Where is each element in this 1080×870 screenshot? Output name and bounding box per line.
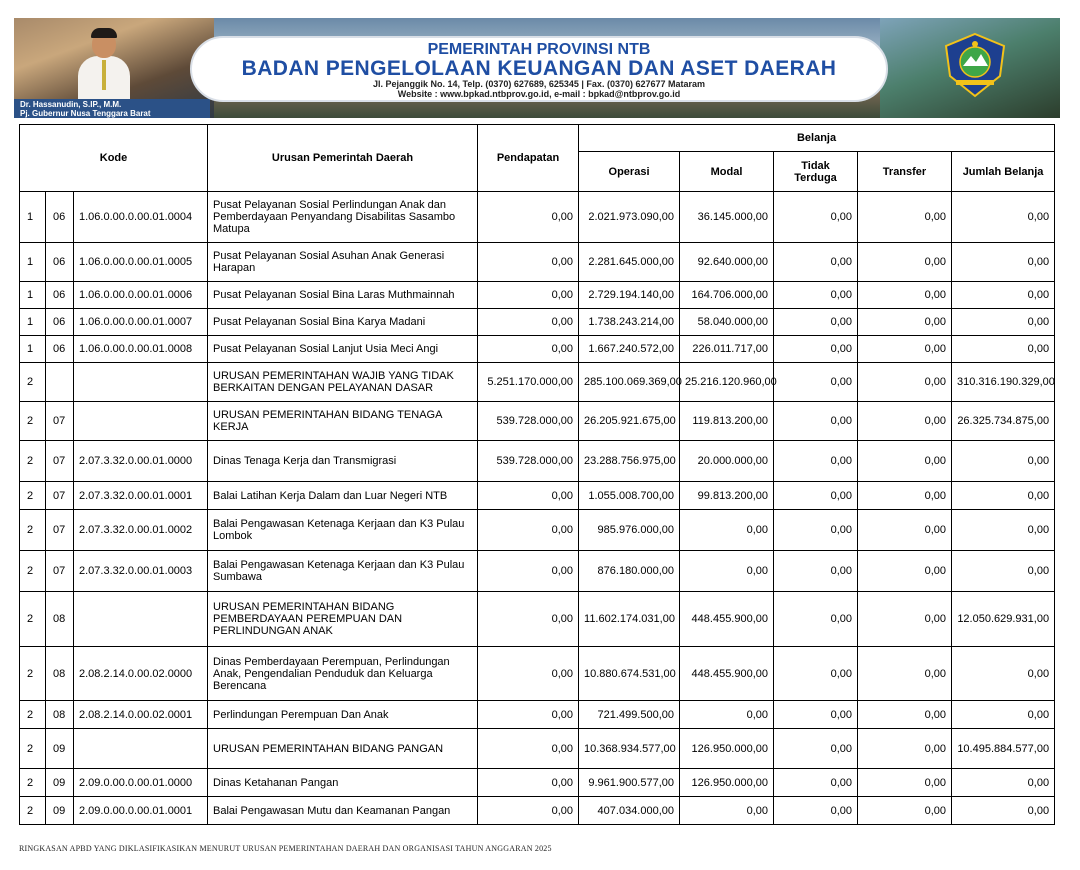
row-transfer: 0,00 xyxy=(858,701,952,729)
row-tidak-terduga: 0,00 xyxy=(774,402,858,441)
row-level-1: 2 xyxy=(20,592,46,647)
row-jumlah-belanja: 12.050.629.931,00 xyxy=(952,592,1055,647)
row-pendapatan: 0,00 xyxy=(478,192,579,243)
row-jumlah-belanja: 310.316.190.329,00 xyxy=(952,363,1055,402)
row-kode: 2.09.0.00.0.00.01.0000 xyxy=(74,769,208,797)
row-tidak-terduga: 0,00 xyxy=(774,336,858,363)
row-jumlah-belanja: 0,00 xyxy=(952,551,1055,592)
row-modal: 0,00 xyxy=(680,551,774,592)
document-footer: RINGKASAN APBD YANG DIKLASIFIKASIKAN MENURUT URUSAN PEMERINTAHAN DAERAH DAN ORGANISASI TAHUN ANGGARAN 2025 xyxy=(19,844,552,853)
row-tidak-terduga: 0,00 xyxy=(774,282,858,309)
row-kode xyxy=(74,363,208,402)
row-urusan: Dinas Pemberdayaan Perempuan, Perlindungan Anak, Pengendalian Penduduk dan Keluarga Berencana xyxy=(208,647,478,701)
header-modal: Modal xyxy=(680,152,774,192)
row-tidak-terduga: 0,00 xyxy=(774,510,858,551)
row-modal: 20.000.000,00 xyxy=(680,441,774,482)
row-modal: 448.455.900,00 xyxy=(680,592,774,647)
row-kode: 2.07.3.32.0.00.01.0000 xyxy=(74,441,208,482)
row-level-2: 06 xyxy=(46,309,74,336)
row-modal: 25.216.120.960,00 xyxy=(680,363,774,402)
agency-website: Website : www.bpkad.ntbprov.go.id, e-mail : bpkad@ntbprov.go.id xyxy=(397,89,681,99)
row-level-1: 1 xyxy=(20,192,46,243)
row-modal: 36.145.000,00 xyxy=(680,192,774,243)
row-transfer: 0,00 xyxy=(858,336,952,363)
row-level-1: 2 xyxy=(20,797,46,825)
row-operasi: 23.288.756.975,00 xyxy=(579,441,680,482)
row-modal: 0,00 xyxy=(680,701,774,729)
row-tidak-terduga: 0,00 xyxy=(774,729,858,769)
table-row xyxy=(20,551,1055,592)
row-level-1: 2 xyxy=(20,551,46,592)
header-pendapatan: Pendapatan xyxy=(478,125,579,192)
row-urusan: Pusat Pelayanan Sosial Bina Karya Madani xyxy=(208,309,478,336)
row-transfer: 0,00 xyxy=(858,243,952,282)
table-body xyxy=(20,192,1055,825)
row-modal: 126.950.000,00 xyxy=(680,769,774,797)
row-pendapatan: 0,00 xyxy=(478,309,579,336)
government-title: PEMERINTAH PROVINSI NTB xyxy=(427,41,651,58)
row-pendapatan: 0,00 xyxy=(478,701,579,729)
row-jumlah-belanja: 0,00 xyxy=(952,243,1055,282)
row-jumlah-belanja: 0,00 xyxy=(952,647,1055,701)
row-pendapatan: 539.728.000,00 xyxy=(478,402,579,441)
row-level-2: 07 xyxy=(46,441,74,482)
row-tidak-terduga: 0,00 xyxy=(774,647,858,701)
row-kode: 2.08.2.14.0.00.02.0000 xyxy=(74,647,208,701)
row-pendapatan: 0,00 xyxy=(478,336,579,363)
row-tidak-terduga: 0,00 xyxy=(774,441,858,482)
header-urusan: Urusan Pemerintah Daerah xyxy=(208,125,478,192)
table-row xyxy=(20,592,1055,647)
row-urusan: URUSAN PEMERINTAHAN BIDANG PANGAN xyxy=(208,729,478,769)
row-kode: 2.07.3.32.0.00.01.0002 xyxy=(74,510,208,551)
row-jumlah-belanja: 0,00 xyxy=(952,282,1055,309)
row-level-1: 2 xyxy=(20,769,46,797)
row-pendapatan: 539.728.000,00 xyxy=(478,441,579,482)
row-operasi: 2.021.973.090,00 xyxy=(579,192,680,243)
row-urusan: Pusat Pelayanan Sosial Asuhan Anak Generasi Harapan xyxy=(208,243,478,282)
table-row xyxy=(20,701,1055,729)
table-row xyxy=(20,282,1055,309)
row-transfer: 0,00 xyxy=(858,592,952,647)
table-row xyxy=(20,309,1055,336)
row-level-2: 07 xyxy=(46,482,74,510)
row-operasi: 285.100.069.369,00 xyxy=(579,363,680,402)
row-jumlah-belanja: 0,00 xyxy=(952,192,1055,243)
row-modal: 0,00 xyxy=(680,797,774,825)
row-operasi: 407.034.000,00 xyxy=(579,797,680,825)
row-level-1: 1 xyxy=(20,309,46,336)
agency-title: BADAN PENGELOLAAN KEUANGAN DAN ASET DAERAH xyxy=(241,57,837,80)
row-urusan: Pusat Pelayanan Sosial Bina Laras Muthmainnah xyxy=(208,282,478,309)
row-tidak-terduga: 0,00 xyxy=(774,551,858,592)
row-modal: 119.813.200,00 xyxy=(680,402,774,441)
row-operasi: 9.961.900.577,00 xyxy=(579,769,680,797)
row-jumlah-belanja: 0,00 xyxy=(952,336,1055,363)
table-row xyxy=(20,647,1055,701)
row-operasi: 10.880.674.531,00 xyxy=(579,647,680,701)
row-pendapatan: 0,00 xyxy=(478,243,579,282)
row-kode: 2.08.2.14.0.00.02.0001 xyxy=(74,701,208,729)
row-kode: 1.06.0.00.0.00.01.0007 xyxy=(74,309,208,336)
table-row xyxy=(20,510,1055,551)
row-jumlah-belanja: 10.495.884.577,00 xyxy=(952,729,1055,769)
row-kode: 2.07.3.32.0.00.01.0001 xyxy=(74,482,208,510)
row-operasi: 985.976.000,00 xyxy=(579,510,680,551)
row-urusan: URUSAN PEMERINTAHAN WAJIB YANG TIDAK BERKAITAN DENGAN PELAYANAN DASAR xyxy=(208,363,478,402)
row-pendapatan: 0,00 xyxy=(478,282,579,309)
row-modal: 92.640.000,00 xyxy=(680,243,774,282)
header-jumlah-belanja: Jumlah Belanja xyxy=(952,152,1055,192)
row-operasi: 2.281.645.000,00 xyxy=(579,243,680,282)
table-row xyxy=(20,192,1055,243)
row-level-1: 2 xyxy=(20,510,46,551)
row-pendapatan: 0,00 xyxy=(478,729,579,769)
row-level-2: 06 xyxy=(46,282,74,309)
row-level-2: 09 xyxy=(46,729,74,769)
row-transfer: 0,00 xyxy=(858,729,952,769)
row-level-2: 06 xyxy=(46,192,74,243)
row-operasi: 1.055.008.700,00 xyxy=(579,482,680,510)
official-name: Dr. Hassanudin, S.IP., M.M. xyxy=(20,100,122,109)
row-transfer: 0,00 xyxy=(858,282,952,309)
table-row xyxy=(20,797,1055,825)
row-urusan: Balai Pengawasan Ketenaga Kerjaan dan K3 Pulau Lombok xyxy=(208,510,478,551)
table-row xyxy=(20,363,1055,402)
row-tidak-terduga: 0,00 xyxy=(774,243,858,282)
row-tidak-terduga: 0,00 xyxy=(774,482,858,510)
row-jumlah-belanja: 0,00 xyxy=(952,482,1055,510)
header-operasi: Operasi xyxy=(579,152,680,192)
row-modal: 126.950.000,00 xyxy=(680,729,774,769)
row-urusan: Perlindungan Perempuan Dan Anak xyxy=(208,701,478,729)
row-modal: 58.040.000,00 xyxy=(680,309,774,336)
row-level-1: 1 xyxy=(20,282,46,309)
row-urusan: Balai Latihan Kerja Dalam dan Luar Negeri NTB xyxy=(208,482,478,510)
row-jumlah-belanja: 0,00 xyxy=(952,309,1055,336)
row-urusan: URUSAN PEMERINTAHAN BIDANG PEMBERDAYAAN PEREMPUAN DAN PERLINDUNGAN ANAK xyxy=(208,592,478,647)
header-banner xyxy=(14,18,1060,118)
table-row xyxy=(20,243,1055,282)
row-level-2: 09 xyxy=(46,769,74,797)
row-kode xyxy=(74,729,208,769)
ntb-emblem-logo xyxy=(942,32,1008,98)
official-photo xyxy=(14,18,214,118)
row-urusan: Balai Pengawasan Ketenaga Kerjaan dan K3 Pulau Sumbawa xyxy=(208,551,478,592)
row-level-1: 2 xyxy=(20,701,46,729)
row-urusan: Dinas Ketahanan Pangan xyxy=(208,769,478,797)
row-level-1: 1 xyxy=(20,336,46,363)
row-modal: 99.813.200,00 xyxy=(680,482,774,510)
row-kode xyxy=(74,592,208,647)
row-transfer: 0,00 xyxy=(858,797,952,825)
row-modal: 448.455.900,00 xyxy=(680,647,774,701)
row-operasi: 26.205.921.675,00 xyxy=(579,402,680,441)
row-kode: 1.06.0.00.0.00.01.0008 xyxy=(74,336,208,363)
row-tidak-terduga: 0,00 xyxy=(774,797,858,825)
row-tidak-terduga: 0,00 xyxy=(774,363,858,402)
row-kode: 2.09.0.00.0.00.01.0001 xyxy=(74,797,208,825)
row-modal: 0,00 xyxy=(680,510,774,551)
table-row xyxy=(20,729,1055,769)
row-level-1: 2 xyxy=(20,402,46,441)
row-level-2: 07 xyxy=(46,510,74,551)
row-pendapatan: 5.251.170.000,00 xyxy=(478,363,579,402)
table-row xyxy=(20,482,1055,510)
row-tidak-terduga: 0,00 xyxy=(774,192,858,243)
title-panel xyxy=(190,36,888,102)
row-level-2: 07 xyxy=(46,551,74,592)
row-jumlah-belanja: 26.325.734.875,00 xyxy=(952,402,1055,441)
row-modal: 164.706.000,00 xyxy=(680,282,774,309)
row-level-2: 08 xyxy=(46,701,74,729)
row-level-2 xyxy=(46,363,74,402)
row-pendapatan: 0,00 xyxy=(478,510,579,551)
row-pendapatan: 0,00 xyxy=(478,551,579,592)
row-pendapatan: 0,00 xyxy=(478,769,579,797)
row-jumlah-belanja: 0,00 xyxy=(952,769,1055,797)
row-level-1: 2 xyxy=(20,482,46,510)
row-pendapatan: 0,00 xyxy=(478,482,579,510)
row-level-2: 06 xyxy=(46,243,74,282)
row-jumlah-belanja: 0,00 xyxy=(952,797,1055,825)
row-urusan: Balai Pengawasan Mutu dan Keamanan Pangan xyxy=(208,797,478,825)
row-tidak-terduga: 0,00 xyxy=(774,309,858,336)
row-transfer: 0,00 xyxy=(858,510,952,551)
row-pendapatan: 0,00 xyxy=(478,797,579,825)
apbd-summary-table xyxy=(19,124,1055,825)
row-transfer: 0,00 xyxy=(858,309,952,336)
row-urusan: URUSAN PEMERINTAHAN BIDANG TENAGA KERJA xyxy=(208,402,478,441)
agency-address: Jl. Pejanggik No. 14, Telp. (0370) 627689, 625345 | Fax. (0370) 627677 Mataram xyxy=(372,79,706,89)
row-level-1: 2 xyxy=(20,363,46,402)
row-level-2: 08 xyxy=(46,647,74,701)
row-operasi: 2.729.194.140,00 xyxy=(579,282,680,309)
row-transfer: 0,00 xyxy=(858,647,952,701)
row-level-2: 09 xyxy=(46,797,74,825)
row-operasi: 1.667.240.572,00 xyxy=(579,336,680,363)
row-transfer: 0,00 xyxy=(858,551,952,592)
row-operasi: 876.180.000,00 xyxy=(579,551,680,592)
row-urusan: Dinas Tenaga Kerja dan Transmigrasi xyxy=(208,441,478,482)
row-urusan: Pusat Pelayanan Sosial Perlindungan Anak dan Pemberdayaan Penyandang Disabilitas Sasambo Matupa xyxy=(208,192,478,243)
row-kode: 2.07.3.32.0.00.01.0003 xyxy=(74,551,208,592)
row-level-1: 2 xyxy=(20,647,46,701)
row-tidak-terduga: 0,00 xyxy=(774,592,858,647)
row-pendapatan: 0,00 xyxy=(478,592,579,647)
row-kode: 1.06.0.00.0.00.01.0006 xyxy=(74,282,208,309)
row-level-1: 1 xyxy=(20,243,46,282)
row-operasi: 721.499.500,00 xyxy=(579,701,680,729)
table-row xyxy=(20,402,1055,441)
row-modal: 226.011.717,00 xyxy=(680,336,774,363)
row-transfer: 0,00 xyxy=(858,192,952,243)
row-jumlah-belanja: 0,00 xyxy=(952,701,1055,729)
row-kode: 1.06.0.00.0.00.01.0005 xyxy=(74,243,208,282)
header-kode: Kode xyxy=(20,125,208,192)
header-tidak-terduga: Tidak Terduga xyxy=(774,152,858,192)
row-transfer: 0,00 xyxy=(858,441,952,482)
row-level-2: 06 xyxy=(46,336,74,363)
header-transfer: Transfer xyxy=(858,152,952,192)
official-caption xyxy=(14,99,210,118)
row-operasi: 1.738.243.214,00 xyxy=(579,309,680,336)
table-row xyxy=(20,336,1055,363)
row-transfer: 0,00 xyxy=(858,363,952,402)
row-kode xyxy=(74,402,208,441)
row-level-2: 07 xyxy=(46,402,74,441)
row-level-1: 2 xyxy=(20,729,46,769)
official-title: Pj. Gubernur Nusa Tenggara Barat xyxy=(20,109,151,118)
row-jumlah-belanja: 0,00 xyxy=(952,441,1055,482)
row-urusan: Pusat Pelayanan Sosial Lanjut Usia Meci Angi xyxy=(208,336,478,363)
row-pendapatan: 0,00 xyxy=(478,647,579,701)
row-kode: 1.06.0.00.0.00.01.0004 xyxy=(74,192,208,243)
table-row xyxy=(20,441,1055,482)
row-transfer: 0,00 xyxy=(858,482,952,510)
table-row xyxy=(20,769,1055,797)
header-belanja: Belanja xyxy=(579,125,1055,152)
row-operasi: 10.368.934.577,00 xyxy=(579,729,680,769)
row-tidak-terduga: 0,00 xyxy=(774,701,858,729)
row-level-1: 2 xyxy=(20,441,46,482)
row-tidak-terduga: 0,00 xyxy=(774,769,858,797)
row-transfer: 0,00 xyxy=(858,402,952,441)
row-operasi: 11.602.174.031,00 xyxy=(579,592,680,647)
row-jumlah-belanja: 0,00 xyxy=(952,510,1055,551)
row-level-2: 08 xyxy=(46,592,74,647)
row-transfer: 0,00 xyxy=(858,769,952,797)
